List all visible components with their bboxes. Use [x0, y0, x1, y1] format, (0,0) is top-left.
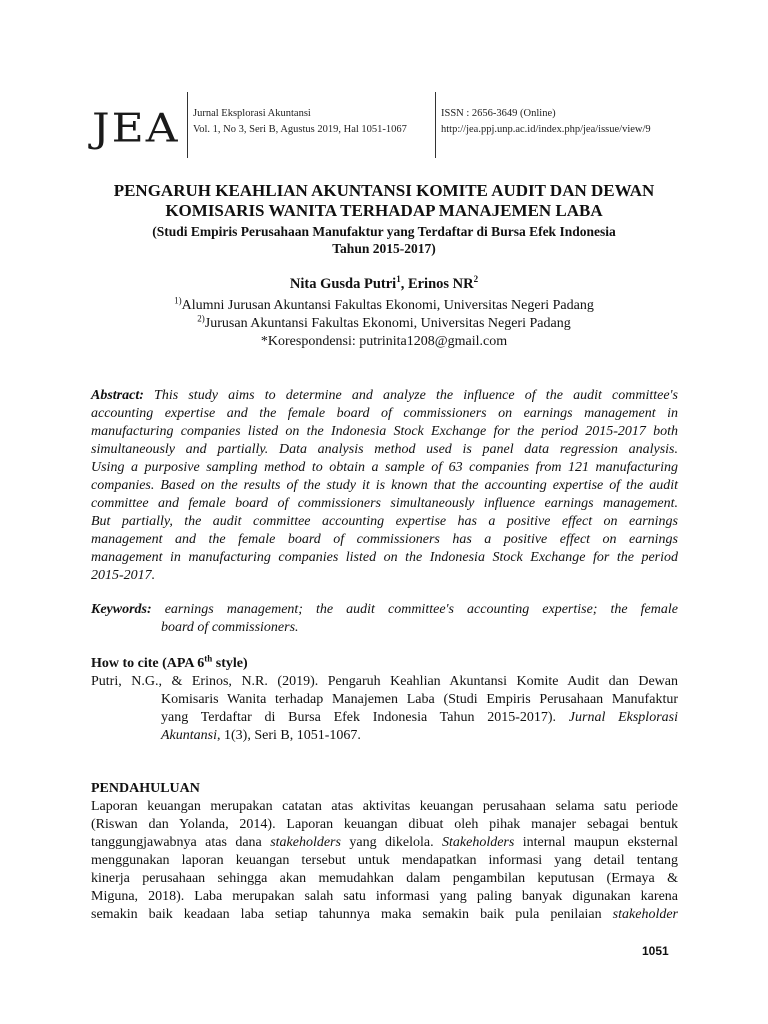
abstract-line: simultaneously and partially. Data analysis method used is panel data regression analysis. [91, 442, 678, 457]
intro-line-3e: internal maupun eksternal [514, 835, 678, 850]
intro-line-3c: yang dikelola. [340, 835, 443, 850]
paper-subtitle [0, 223, 768, 257]
affiliation-2-text: Jurusan Akuntansi Fakultas Ekonomi, Universitas Negeri Padang [204, 316, 571, 331]
abstract-line: accounting expertise and the female board of commissioners on earnings management in [91, 406, 678, 421]
journal-name: Jurnal Eksplorasi Akuntansi [193, 108, 311, 119]
issn: ISSN : 2656-3649 (Online) [441, 108, 556, 119]
keywords [91, 601, 678, 637]
journal-info [193, 106, 407, 138]
intro-line-3a: tanggungjawabnya atas dana [91, 835, 271, 850]
citation-line-3a: yang Terdaftar di Bursa Efek Indonesia Tahun 2015-2017). [161, 710, 569, 725]
section-heading: PENDAHULUAN [91, 781, 200, 796]
authors-line [0, 276, 768, 293]
intro-line-2: (Riswan dan Yolanda, 2014). Laporan keuangan dibuat oleh pihak manajer sebagai bentuk [91, 817, 678, 832]
journal-logo: JEA [92, 105, 180, 152]
header-divider-right [435, 92, 436, 158]
intro-line-1: Laporan keuangan merupakan catatan atas aktivitas keuangan perusahaan selama satu periode [91, 799, 678, 814]
citation-line-4 [91, 727, 678, 745]
abstract-line: But partially, the audit committee accounting expertise has a positive effect on earnings [91, 514, 678, 529]
abstract [91, 387, 678, 585]
keywords-line-2: board of commissioners. [161, 620, 299, 635]
intro-term-stakeholders: stakeholders [270, 835, 341, 850]
journal-meta [441, 106, 651, 138]
affiliation-1-text: Alumni Jurusan Akuntansi Fakultas Ekonomi, Universitas Negeri Padang [181, 298, 594, 313]
title-line-1: PENGARUH KEAHLIAN AKUNTANSI KOMITE AUDIT DAN DEWAN [113, 181, 655, 200]
header-divider-left [187, 92, 188, 158]
affiliation-2 [0, 315, 768, 333]
intro-line-7 [91, 906, 678, 924]
volume-info: Vol. 1, No 3, Seri B, Agustus 2019, Hal 1051-1067 [193, 124, 407, 135]
title-line-2: KOMISARIS WANITA TERHADAP MANAJEMEN LABA [165, 201, 603, 220]
affiliation-1 [0, 297, 768, 315]
author-2: Erinos NR [407, 276, 474, 292]
citation-line-3 [91, 709, 678, 727]
intro-line-4: menggunakan laporan keuangan tersebut untuk mendapatkan informasi yang detail tentang [91, 853, 678, 868]
abstract-line-1-text: This study aims to determine and analyze the influence of the audit committee's [143, 388, 678, 403]
abstract-line: companies. Based on the results of the study it is known that the accounting expertise of the audit [91, 478, 678, 493]
abstract-line: 2015-2017. [91, 568, 156, 583]
affiliations [0, 297, 768, 351]
citation-heading-text: How to cite (APA 6 [91, 656, 205, 671]
keywords-line-1 [91, 601, 678, 619]
subtitle-line-1: (Studi Empiris Perusahaan Manufaktur yang Terdaftar di Bursa Efek Indonesia [152, 224, 616, 239]
abstract-label: Abstract: [91, 388, 144, 403]
citation-line-2: Komisaris Wanita terhadap Manajemen Laba (Studi Empiris Perusahaan Manufaktur [161, 692, 678, 707]
citation-journal-name-end: Akuntansi [161, 728, 217, 743]
subtitle-line-2: Tahun 2015-2017) [332, 241, 436, 256]
abstract-line: management in manufacturing companies listed on the Indonesia Stock Exchange for the period [91, 550, 678, 565]
citation-heading [91, 655, 678, 673]
abstract-line: Using a purposive sampling method to obtain a sample of 63 companies from 121 manufacturing [91, 460, 678, 475]
abstract-line: manufacturing companies listed on the Indonesia Stock Exchange for the period 2015-2017 both [91, 424, 678, 439]
paper-title [0, 181, 768, 221]
correspondence: *Korespondensi: putrinita1208@gmail.com [260, 334, 508, 349]
keywords-label: Keywords: [91, 602, 152, 617]
intro-term-stakeholder: stakeholder [612, 907, 678, 922]
journal-url[interactable]: http://jea.ppj.unp.ac.id/index.php/jea/issue/view/9 [441, 124, 651, 135]
citation-heading-sup: th [204, 653, 213, 664]
citation-block [91, 655, 678, 745]
abstract-line [91, 387, 678, 405]
intro-line-7a: semakin baik keadaan laba setiap tahunnya maka semakin baik pula penilaian [91, 907, 613, 922]
introduction [91, 780, 678, 924]
abstract-line: committee and female board of commissioners simultaneously influence earnings management. [91, 496, 678, 511]
citation-journal-name: Jurnal Eksplorasi [568, 710, 678, 725]
author-1: Nita Gusda Putri [289, 276, 397, 292]
affiliation-2-sup: 2) [197, 313, 205, 324]
author-2-sup: 2 [473, 274, 479, 285]
citation-line-4b: , 1(3), Seri B, 1051-1067. [217, 728, 361, 743]
page-number: 1051 [642, 944, 669, 958]
affiliation-1-sup: 1) [174, 295, 182, 306]
intro-term-stakeholders-2: Stakeholders [442, 835, 515, 850]
intro-line-6: Miguna, 2018). Laba merupakan salah satu informasi yang paling banyak digunakan karena [91, 889, 678, 904]
abstract-line: management and the female board of commissioners has a positive effect on earnings [91, 532, 678, 547]
citation-line-1: Putri, N.G., & Erinos, N.R. (2019). Pengaruh Keahlian Akuntansi Komite Audit dan Dewan [91, 674, 678, 689]
author-separator: , [400, 276, 408, 292]
intro-line-3 [91, 834, 678, 852]
citation-heading-end: style) [212, 656, 248, 671]
intro-line-5: kinerja perusahaan sehingga akan memudahkan dalam pengambilan keputusan (Ermaya & [91, 871, 678, 886]
keywords-text-1: earnings management; the audit committee's accounting expertise; the female [151, 602, 678, 617]
author-1-sup: 1 [396, 274, 401, 285]
